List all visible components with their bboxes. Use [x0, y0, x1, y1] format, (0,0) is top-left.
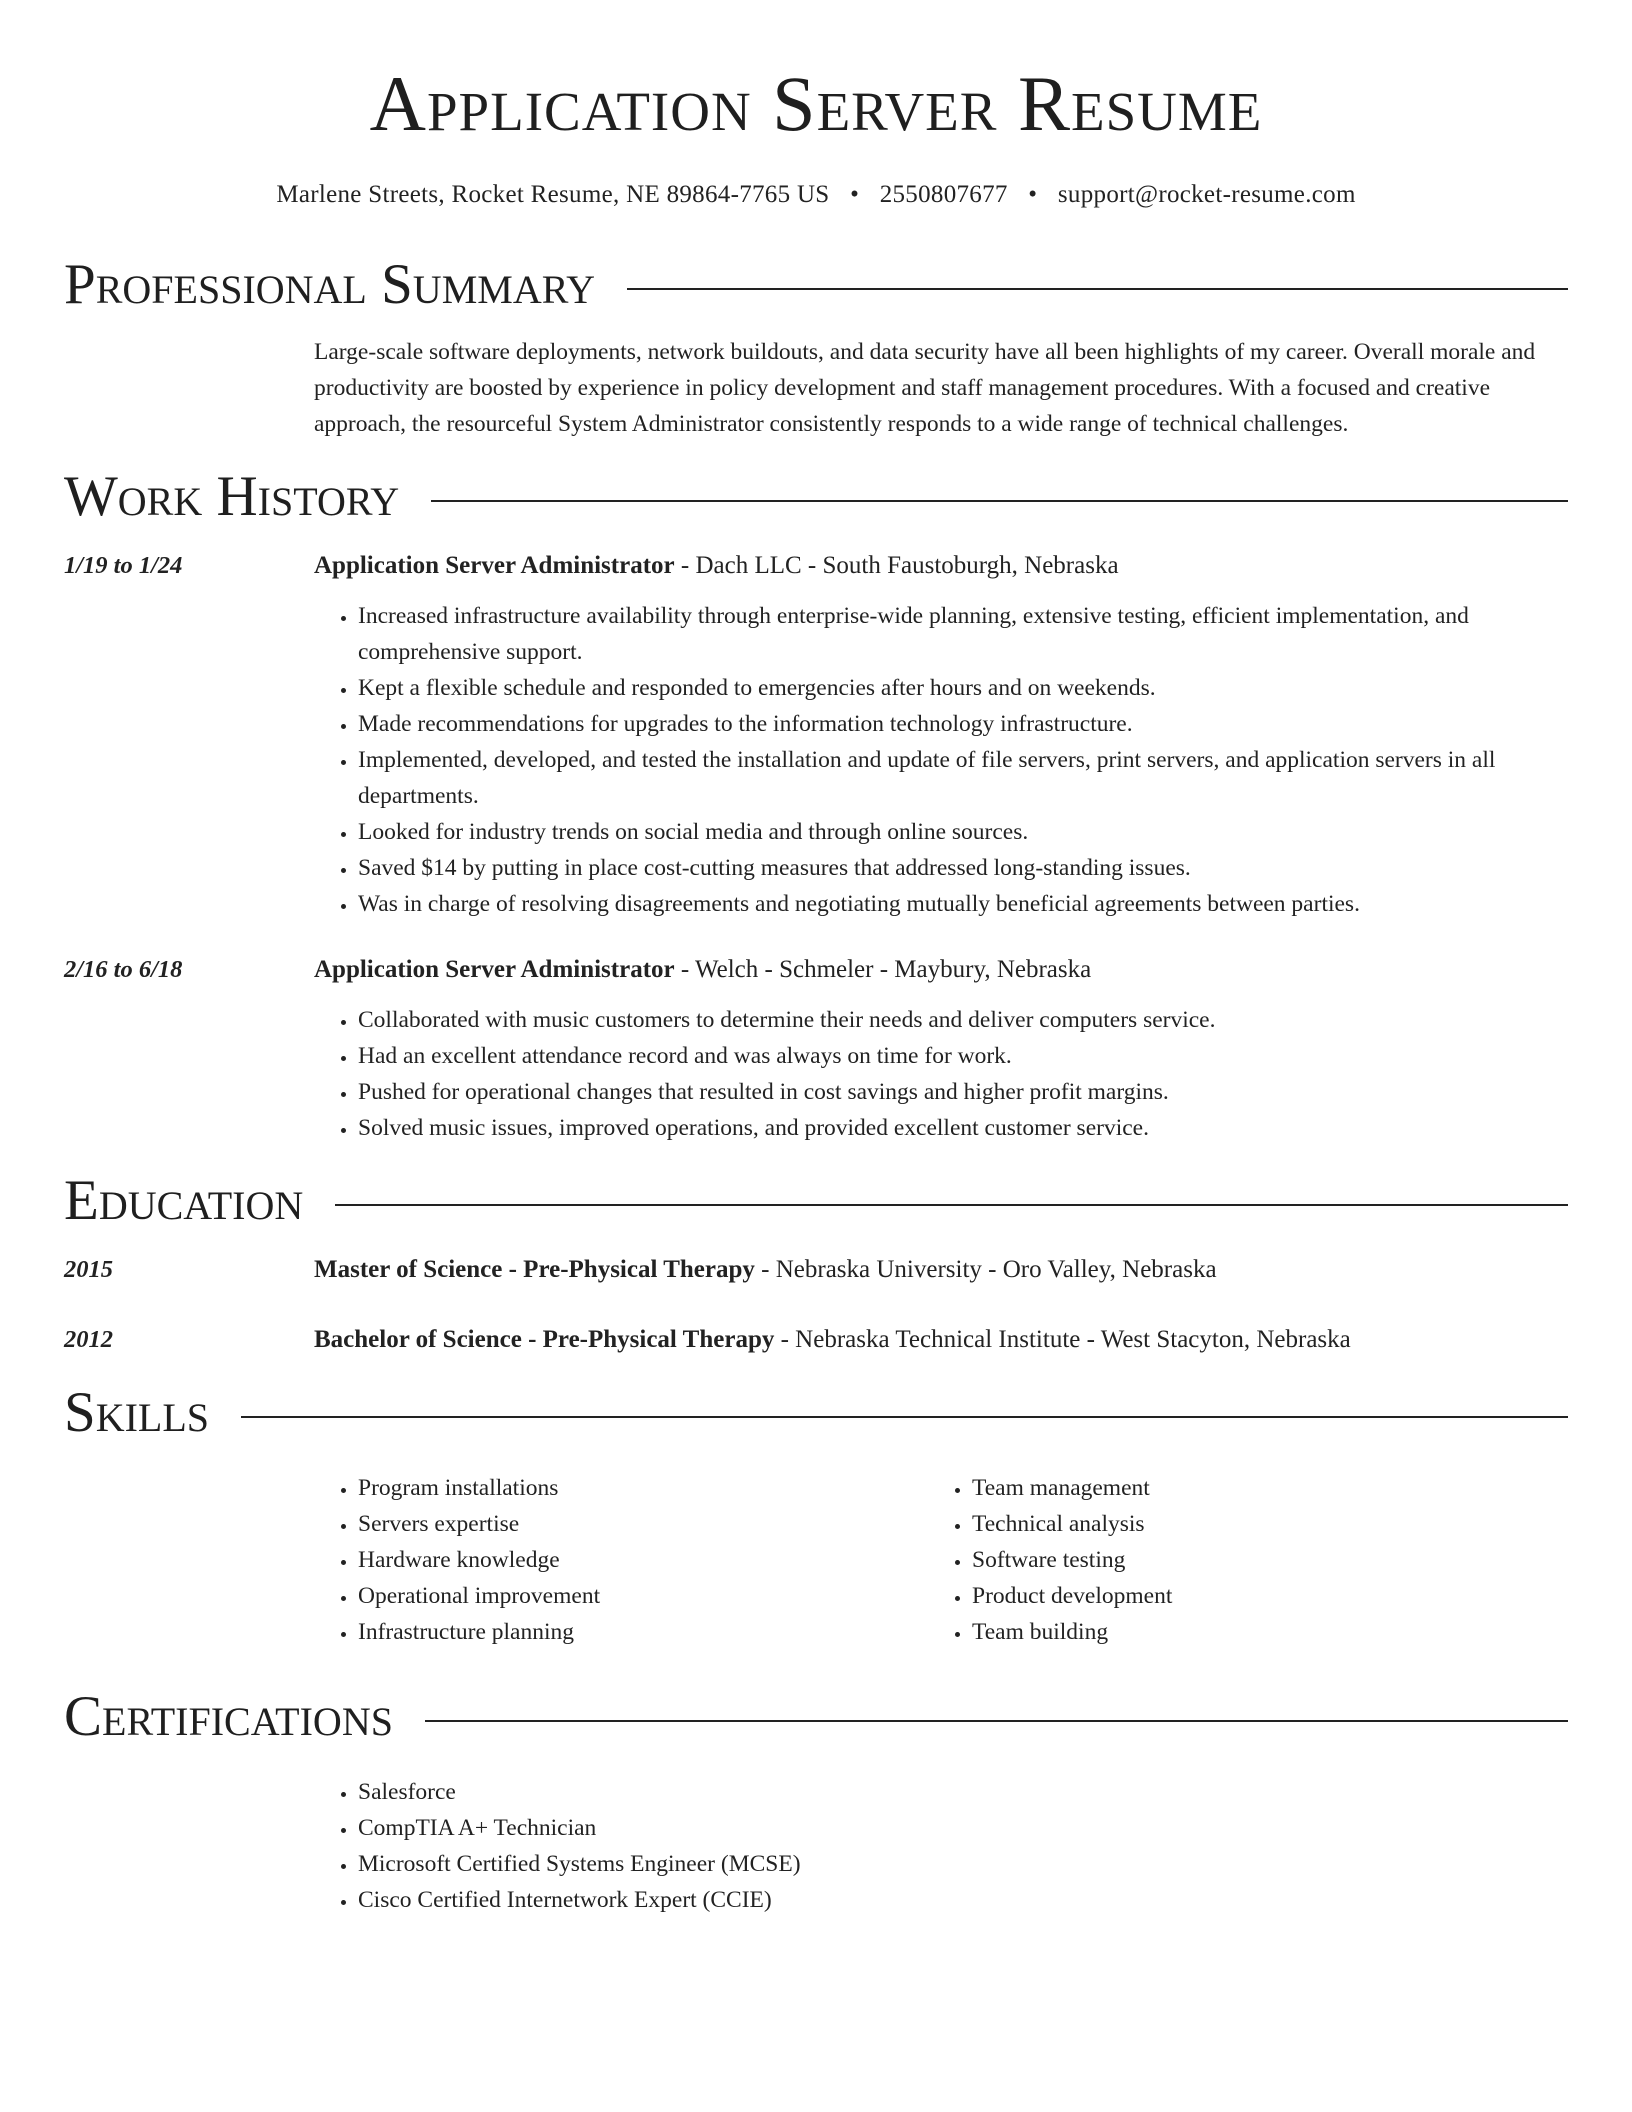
- list-item: • Hardware knowledge: [358, 1542, 928, 1578]
- list-item: • CompTIA A+ Technician: [358, 1810, 1568, 1846]
- section-divider: [335, 1204, 1568, 1206]
- section-professional-summary: [64, 252, 1568, 318]
- list-item: • Saved $14 by putting in place cost-cutting measures that addressed long-standing issues.: [358, 850, 1568, 886]
- education-details: - Nebraska University - Oro Valley, Nebraska: [754, 1256, 1217, 1283]
- skills-list: [928, 1470, 1542, 1650]
- list-item: • Servers expertise: [358, 1506, 928, 1542]
- list-item: • Team building: [972, 1614, 1542, 1650]
- list-item: • Was in charge of resolving disagreements and negotiating mutually beneficial agreements between parties.: [358, 886, 1568, 922]
- list-item: • Cisco Certified Internetwork Expert (CCIE): [358, 1882, 1568, 1918]
- certifications-list-wrap: [314, 1774, 1568, 1918]
- section-education: [64, 1168, 1568, 1234]
- job-details: - Welch - Schmeler - Maybury, Nebraska: [674, 956, 1092, 983]
- job-dates: 2/16 to 6/18: [64, 956, 183, 983]
- list-item: • Technical analysis: [972, 1506, 1542, 1542]
- section-certifications: [64, 1684, 1568, 1750]
- skills-list: [314, 1470, 928, 1650]
- section-divider: [241, 1416, 1568, 1418]
- job-entry: [64, 548, 1568, 922]
- job-bullets: [314, 598, 1568, 922]
- education-year: 2012: [64, 1326, 113, 1353]
- education-year: 2015: [64, 1256, 113, 1283]
- separator-dot: •: [850, 181, 860, 208]
- section-heading: Skills: [64, 1381, 210, 1444]
- list-item: • Team management: [972, 1470, 1542, 1506]
- page-title: Application Server Resume: [369, 60, 1263, 147]
- section-heading: Education: [64, 1169, 304, 1232]
- education-heading: [314, 1322, 1568, 1358]
- contact-address: Marlene Streets, Rocket Resume, NE 89864-7765 US: [276, 181, 830, 208]
- list-item: • Collaborated with music customers to determine their needs and deliver computers service.: [358, 1002, 1568, 1038]
- separator-dot: •: [1028, 181, 1038, 208]
- job-title: Application Server Administrator: [314, 552, 675, 579]
- list-item: • Kept a flexible schedule and responded to emergencies after hours and on weekends.: [358, 670, 1568, 706]
- list-item: • Implemented, developed, and tested the installation and update of file servers, print servers, and application servers in all departments.: [358, 742, 1568, 814]
- job-heading: [314, 952, 1568, 988]
- job-bullets: [314, 1002, 1568, 1146]
- section-skills: [64, 1380, 1568, 1446]
- section-heading: Certifications: [64, 1685, 393, 1748]
- section-divider: [425, 1720, 1568, 1722]
- job-dates: 1/19 to 1/24: [64, 552, 183, 579]
- education-entry: [64, 1322, 1568, 1358]
- list-item: • Salesforce: [358, 1774, 1568, 1810]
- education-entry: [64, 1252, 1568, 1288]
- education-degree: Bachelor of Science - Pre-Physical Therapy: [314, 1326, 775, 1353]
- section-work-history: [64, 464, 1568, 530]
- list-item: • Product development: [972, 1578, 1542, 1614]
- section-heading: Professional Summary: [64, 253, 596, 316]
- list-item: • Program installations: [358, 1470, 928, 1506]
- list-item: • Had an excellent attendance record and was always on time for work.: [358, 1038, 1568, 1074]
- contact-phone: 2550807677: [879, 181, 1008, 208]
- section-heading: Work History: [64, 465, 400, 528]
- section-divider: [431, 500, 1568, 502]
- education-heading: [314, 1252, 1568, 1288]
- list-item: • Solved music issues, improved operations, and provided excellent customer service.: [358, 1110, 1568, 1146]
- job-title: Application Server Administrator: [314, 956, 675, 983]
- summary-text: Large-scale software deployments, network buildouts, and data security have all been highlights of my career. Overall morale and productivity are boosted by experience in policy development and staff management procedures. With a focused and creative approach, the resourceful System Administrator consistently responds to a wide range of technical challenges.: [314, 339, 1536, 437]
- job-heading: [314, 548, 1568, 584]
- skills-column-left: [314, 1470, 928, 1650]
- list-item: • Operational improvement: [358, 1578, 928, 1614]
- list-item: • Increased infrastructure availability through enterprise-wide planning, extensive testing, efficient implementation, and comprehensive support.: [358, 598, 1568, 670]
- job-details: - Dach LLC - South Faustoburgh, Nebraska: [674, 552, 1119, 579]
- certifications-list: [314, 1774, 1568, 1918]
- contact-line: [64, 178, 1568, 212]
- education-degree: Master of Science - Pre-Physical Therapy: [314, 1256, 755, 1283]
- list-item: • Pushed for operational changes that resulted in cost savings and higher profit margins.: [358, 1074, 1568, 1110]
- job-entry: [64, 952, 1568, 1146]
- education-details: - Nebraska Technical Institute - West Stacyton, Nebraska: [774, 1326, 1351, 1353]
- list-item: • Microsoft Certified Systems Engineer (MCSE): [358, 1846, 1568, 1882]
- list-item: • Software testing: [972, 1542, 1542, 1578]
- skills-grid: [314, 1470, 1568, 1650]
- list-item: • Made recommendations for upgrades to the information technology infrastructure.: [358, 706, 1568, 742]
- skills-column-right: [928, 1470, 1542, 1650]
- list-item: • Looked for industry trends on social media and through online sources.: [358, 814, 1568, 850]
- contact-email: support@rocket-resume.com: [1057, 181, 1356, 208]
- list-item: • Infrastructure planning: [358, 1614, 928, 1650]
- section-divider: [627, 288, 1568, 290]
